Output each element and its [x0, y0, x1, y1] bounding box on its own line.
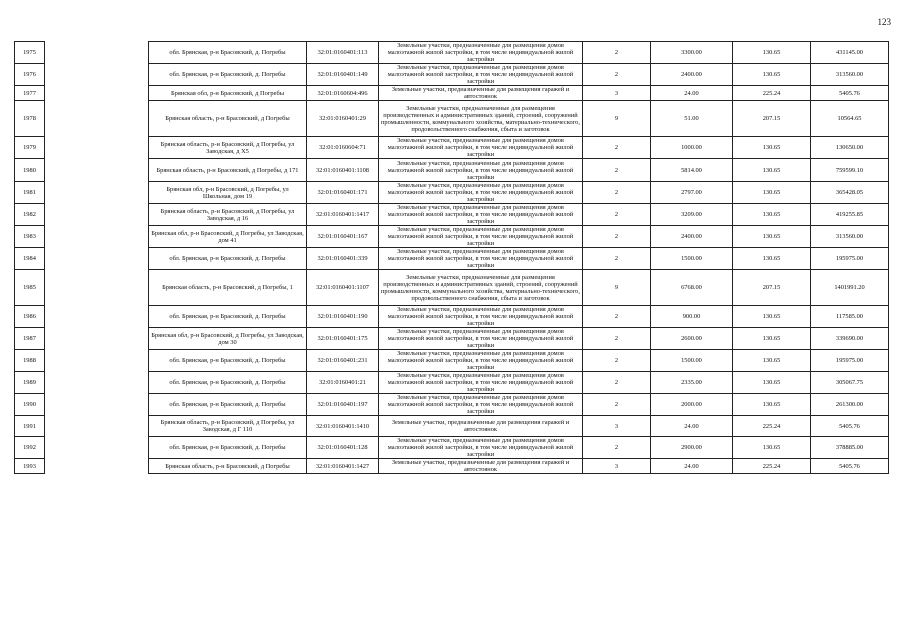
table-row: [15, 350, 889, 372]
row-cadastral-value: 261300.00: [811, 394, 889, 416]
row-rate: 130.65: [733, 248, 811, 270]
row-cadastral-number: 32:01:0160401:231: [307, 350, 379, 372]
row-cadastral-value: 365428.05: [811, 182, 889, 204]
row-cadastral-value: 195975.00: [811, 350, 889, 372]
row-number: 1993: [15, 459, 45, 474]
row-number: 1986: [15, 306, 45, 328]
row-address: обл. Брянская, р-н Брасовский, д. Погребы: [149, 248, 307, 270]
row-area: 5814.00: [651, 159, 733, 182]
row-rate: 130.65: [733, 372, 811, 394]
row-cadastral-number: 32:01:0160401:29: [307, 101, 379, 137]
row-rate: 225.24: [733, 459, 811, 474]
table-row: [15, 137, 889, 159]
table-row: [15, 101, 889, 137]
row-land-use: Земельные участки, предназначенные для размещения домов малоэтажной жилой застройки, в том числе индивидуальной жилой застройки: [379, 182, 583, 204]
row-rate: 130.65: [733, 137, 811, 159]
row-cadastral-value: 1401991.20: [811, 270, 889, 306]
row-group: 2: [583, 159, 651, 182]
page-number: 123: [877, 17, 891, 27]
row-land-use: Земельные участки, предназначенные для размещения домов малоэтажной жилой застройки, в том числе индивидуальной жилой застройки: [379, 42, 583, 64]
row-gap: [45, 42, 149, 64]
row-rate: 130.65: [733, 437, 811, 459]
row-land-use: Земельные участки, предназначенные для размещения домов малоэтажной жилой застройки, в том числе индивидуальной жилой застройки: [379, 328, 583, 350]
row-number: 1982: [15, 204, 45, 226]
row-cadastral-value: 313560.00: [811, 64, 889, 86]
row-group: 3: [583, 86, 651, 101]
row-number: 1992: [15, 437, 45, 459]
row-address: Брянская обл, р-н Брасовский, д Погребы, ул Заводская, дом 30: [149, 328, 307, 350]
row-land-use: Земельные участки, предназначенные для размещения гаражей и автостоянок: [379, 86, 583, 101]
row-number: 1976: [15, 64, 45, 86]
row-area: 2400.00: [651, 64, 733, 86]
row-address: Брянская область, р-н Брасовский, д Погребы: [149, 101, 307, 137]
row-area: 2600.00: [651, 328, 733, 350]
row-area: 3300.00: [651, 42, 733, 64]
row-cadastral-number: 32:01:0160401:1410: [307, 416, 379, 437]
row-group: 2: [583, 328, 651, 350]
row-gap: [45, 437, 149, 459]
row-address: Брянская область, р-н Брасовский, д Погребы, д 171: [149, 159, 307, 182]
row-gap: [45, 101, 149, 137]
row-area: 2000.00: [651, 394, 733, 416]
row-cadastral-value: 5405.76: [811, 459, 889, 474]
row-rate: 207.15: [733, 101, 811, 137]
row-cadastral-number: 32:01:0160604:71: [307, 137, 379, 159]
row-group: 2: [583, 137, 651, 159]
row-address: Брянская обл, р-н Брасовский, д Погребы: [149, 86, 307, 101]
row-cadastral-value: 313560.00: [811, 226, 889, 248]
row-gap: [45, 459, 149, 474]
row-area: 3209.00: [651, 204, 733, 226]
row-address: обл. Брянская, р-н Брасовский, д. Погребы: [149, 42, 307, 64]
row-land-use: Земельные участки, предназначенные для размещения домов малоэтажной жилой застройки, в том числе индивидуальной жилой застройки: [379, 394, 583, 416]
row-cadastral-number: 32:01:0160401:21: [307, 372, 379, 394]
row-cadastral-value: 117585.00: [811, 306, 889, 328]
row-cadastral-number: 32:01:0160401:1108: [307, 159, 379, 182]
row-number: 1987: [15, 328, 45, 350]
table-row: [15, 328, 889, 350]
row-gap: [45, 350, 149, 372]
table-row: [15, 159, 889, 182]
row-cadastral-number: 32:01:0160401:149: [307, 64, 379, 86]
row-address: Брянская область, р-н Брасовский, д Погребы: [149, 459, 307, 474]
row-cadastral-value: 5405.76: [811, 86, 889, 101]
row-group: 2: [583, 350, 651, 372]
row-number: 1988: [15, 350, 45, 372]
row-group: 2: [583, 248, 651, 270]
row-number: 1980: [15, 159, 45, 182]
row-address: Брянская область, р-н Брасовский, д Погребы, ул Заводская, д Г 110: [149, 416, 307, 437]
row-gap: [45, 394, 149, 416]
row-cadastral-number: 32:01:0160401:197: [307, 394, 379, 416]
row-land-use: Земельные участки, предназначенные для размещения домов малоэтажной жилой застройки, в том числе индивидуальной жилой застройки: [379, 159, 583, 182]
row-rate: 130.65: [733, 42, 811, 64]
row-land-use: Земельные участки, предназначенные для размещения домов малоэтажной жилой застройки, в том числе индивидуальной жилой застройки: [379, 372, 583, 394]
row-land-use: Земельные участки, предназначенные для размещения домов малоэтажной жилой застройки, в том числе индивидуальной жилой застройки: [379, 306, 583, 328]
row-number: 1989: [15, 372, 45, 394]
row-group: 9: [583, 101, 651, 137]
row-rate: 130.65: [733, 64, 811, 86]
row-gap: [45, 248, 149, 270]
row-land-use: Земельные участки, предназначенные для размещения гаражей и автостоянок: [379, 459, 583, 474]
table-row: [15, 437, 889, 459]
row-cadastral-value: 130650.00: [811, 137, 889, 159]
row-land-use: Земельные участки, предназначенные для размещения домов малоэтажной жилой застройки, в том числе индивидуальной жилой застройки: [379, 204, 583, 226]
row-gap: [45, 270, 149, 306]
row-cadastral-number: 32:01:0160401:167: [307, 226, 379, 248]
table-row: [15, 64, 889, 86]
table-row: [15, 416, 889, 437]
row-address: обл. Брянская, р-н Брасовский, д. Погребы: [149, 372, 307, 394]
row-cadastral-number: 32:01:0160401:1417: [307, 204, 379, 226]
table-row: [15, 270, 889, 306]
row-group: 3: [583, 416, 651, 437]
row-cadastral-number: 32:01:0160401:171: [307, 182, 379, 204]
row-number: 1991: [15, 416, 45, 437]
row-cadastral-value: 195975.00: [811, 248, 889, 270]
row-gap: [45, 137, 149, 159]
row-group: 2: [583, 372, 651, 394]
row-address: обл. Брянская, р-н Брасовский, д. Погребы: [149, 437, 307, 459]
row-number: 1977: [15, 86, 45, 101]
row-area: 2335.00: [651, 372, 733, 394]
row-cadastral-value: 431145.00: [811, 42, 889, 64]
row-rate: 130.65: [733, 328, 811, 350]
row-cadastral-number: 32:01:0160604:496: [307, 86, 379, 101]
row-gap: [45, 204, 149, 226]
table-row: [15, 42, 889, 64]
row-gap: [45, 416, 149, 437]
row-gap: [45, 306, 149, 328]
row-cadastral-number: 32:01:0160401:175: [307, 328, 379, 350]
row-address: Брянская область, р-н Брасовский, д Погребы, ул Заводская, д 16: [149, 204, 307, 226]
row-cadastral-value: 5405.76: [811, 416, 889, 437]
row-address: обл. Брянская, р-н Брасовский, д. Погребы: [149, 64, 307, 86]
row-number: 1975: [15, 42, 45, 64]
row-number: 1978: [15, 101, 45, 137]
row-area: 2400.00: [651, 226, 733, 248]
row-land-use: Земельные участки, предназначенные для размещения домов малоэтажной жилой застройки, в том числе индивидуальной жилой застройки: [379, 248, 583, 270]
row-rate: 130.65: [733, 204, 811, 226]
row-group: 2: [583, 64, 651, 86]
row-address: обл. Брянская, р-н Брасовский, д. Погребы: [149, 394, 307, 416]
row-gap: [45, 86, 149, 101]
row-rate: 225.24: [733, 416, 811, 437]
row-group: 2: [583, 306, 651, 328]
row-rate: 130.65: [733, 394, 811, 416]
row-address: обл. Брянская, р-н Брасовский, д. Погребы: [149, 350, 307, 372]
row-number: 1984: [15, 248, 45, 270]
row-group: 2: [583, 394, 651, 416]
table-row: [15, 248, 889, 270]
row-gap: [45, 64, 149, 86]
row-group: 2: [583, 437, 651, 459]
row-area: 6768.00: [651, 270, 733, 306]
row-number: 1983: [15, 226, 45, 248]
row-land-use: Земельные участки, предназначенные для размещения домов малоэтажной жилой застройки, в том числе индивидуальной жилой застройки: [379, 64, 583, 86]
row-cadastral-number: 32:01:0160401:1427: [307, 459, 379, 474]
table-row: [15, 204, 889, 226]
row-land-use: Земельные участки, предназначенные для размещения домов малоэтажной жилой застройки, в том числе индивидуальной жилой застройки: [379, 350, 583, 372]
row-land-use: Земельные участки, предназначенные для размещения производственных и административных зданий, строений, сооружений промышленности, коммунального хозяйства, материально-технического, продовольственного снабжения, сбыта и заготовок: [379, 101, 583, 137]
row-cadastral-value: 339690.00: [811, 328, 889, 350]
row-cadastral-number: 32:01:0160401:128: [307, 437, 379, 459]
row-area: 24.00: [651, 459, 733, 474]
land-registry-table: [14, 41, 889, 474]
row-number: 1979: [15, 137, 45, 159]
row-address: Брянская область, р-н Брасовский, д Погребы, ул Заводская, д Х5: [149, 137, 307, 159]
row-area: 2900.00: [651, 437, 733, 459]
row-land-use: Земельные участки, предназначенные для размещения домов малоэтажной жилой застройки, в том числе индивидуальной жилой застройки: [379, 137, 583, 159]
row-gap: [45, 226, 149, 248]
row-number: 1985: [15, 270, 45, 306]
row-address: Брянская обл, р-н Брасовский, д Погребы, ул Заводская, дом 41: [149, 226, 307, 248]
table-row: [15, 394, 889, 416]
row-area: 900.00: [651, 306, 733, 328]
row-area: 51.00: [651, 101, 733, 137]
row-land-use: Земельные участки, предназначенные для размещения гаражей и автостоянок: [379, 416, 583, 437]
table-row: [15, 182, 889, 204]
row-gap: [45, 372, 149, 394]
row-area: 1000.00: [651, 137, 733, 159]
row-land-use: Земельные участки, предназначенные для размещения домов малоэтажной жилой застройки, в том числе индивидуальной жилой застройки: [379, 437, 583, 459]
row-group: 2: [583, 42, 651, 64]
row-gap: [45, 328, 149, 350]
row-cadastral-value: 10564.65: [811, 101, 889, 137]
row-area: 24.00: [651, 86, 733, 101]
row-rate: 130.65: [733, 226, 811, 248]
row-cadastral-value: 759599.10: [811, 159, 889, 182]
row-rate: 225.24: [733, 86, 811, 101]
table-row: [15, 459, 889, 474]
row-group: 2: [583, 182, 651, 204]
row-cadastral-value: 419255.85: [811, 204, 889, 226]
row-address: Брянская область, р-н Брасовский, д Погребы, 1: [149, 270, 307, 306]
row-number: 1990: [15, 394, 45, 416]
row-area: 1500.00: [651, 248, 733, 270]
row-rate: 130.65: [733, 159, 811, 182]
row-rate: 130.65: [733, 306, 811, 328]
row-area: 2797.00: [651, 182, 733, 204]
table-row: [15, 372, 889, 394]
row-area: 24.00: [651, 416, 733, 437]
row-land-use: Земельные участки, предназначенные для размещения домов малоэтажной жилой застройки, в том числе индивидуальной жилой застройки: [379, 226, 583, 248]
row-cadastral-value: 378885.00: [811, 437, 889, 459]
row-group: 3: [583, 459, 651, 474]
row-gap: [45, 182, 149, 204]
table-row: [15, 86, 889, 101]
row-group: 2: [583, 204, 651, 226]
row-area: 1500.00: [651, 350, 733, 372]
row-cadastral-number: 32:01:0160401:190: [307, 306, 379, 328]
row-rate: 130.65: [733, 350, 811, 372]
row-rate: 130.65: [733, 182, 811, 204]
row-number: 1981: [15, 182, 45, 204]
row-land-use: Земельные участки, предназначенные для размещения производственных и административных зданий, строений, сооружений промышленности, коммунального хозяйства, материально-технического, продовольственного снабжения, сбыта и заготовок: [379, 270, 583, 306]
row-rate: 207.15: [733, 270, 811, 306]
row-group: 2: [583, 226, 651, 248]
row-gap: [45, 159, 149, 182]
row-address: Брянская обл, р-н Брасовский, д Погребы, ул Школьная, дом 19: [149, 182, 307, 204]
row-cadastral-number: 32:01:0160401:339: [307, 248, 379, 270]
table-row: [15, 226, 889, 248]
row-group: 9: [583, 270, 651, 306]
row-cadastral-number: 32:01:0160401:1107: [307, 270, 379, 306]
table-row: [15, 306, 889, 328]
row-address: обл. Брянская, р-н Брасовский, д. Погребы: [149, 306, 307, 328]
row-cadastral-value: 305067.75: [811, 372, 889, 394]
row-cadastral-number: 32:01:0160401:113: [307, 42, 379, 64]
